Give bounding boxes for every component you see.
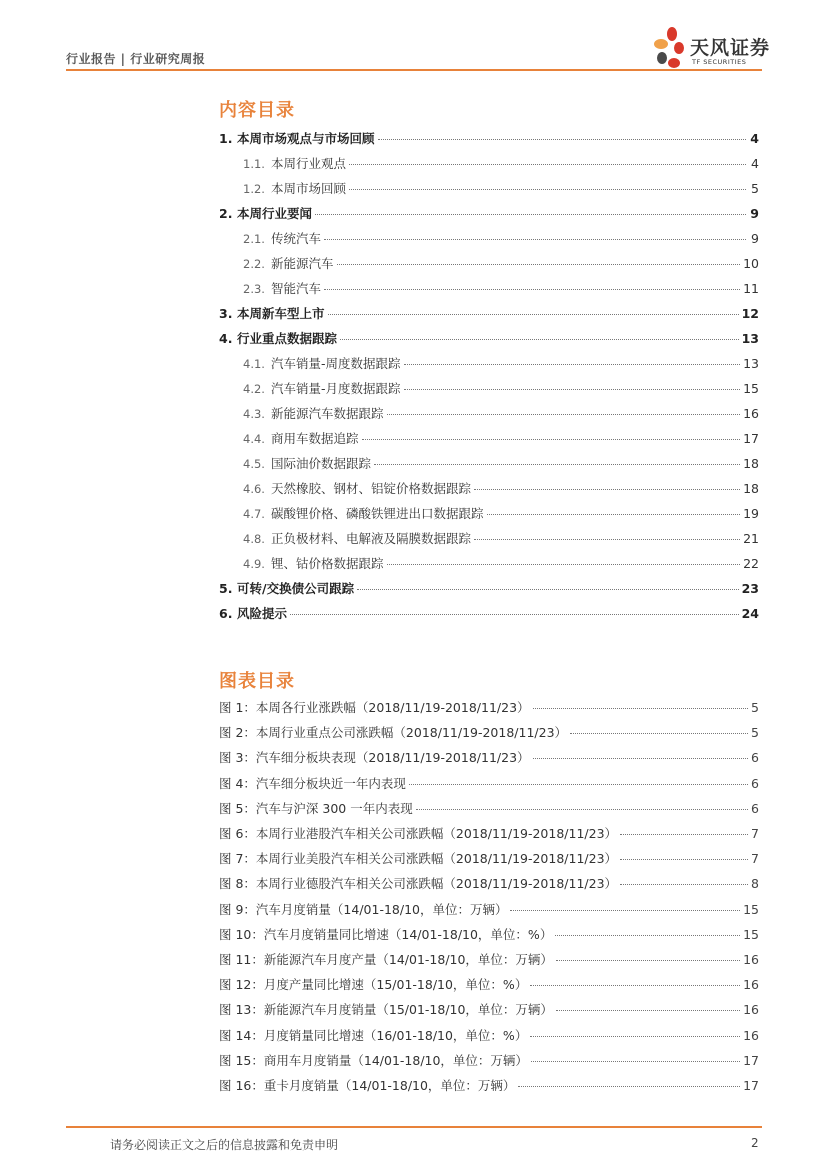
toc-entry-page: 4 [750,131,759,146]
toc-entry-page: 18 [743,456,759,471]
toc-entry-label: 本周新车型上市 [237,306,325,321]
toc-entry-label: 可转/交换债公司跟踪 [237,581,355,596]
petal-logo-icon [650,26,690,70]
header-divider [66,69,762,71]
figure-list-link[interactable] [219,849,759,869]
toc-section-link[interactable] [219,304,759,324]
figure-entry-page: 6 [751,750,759,765]
figure-entry-label: 图 15：商用车月度销量（14/01-18/10，单位：万辆） [219,1053,528,1068]
dot-leader [474,489,740,490]
figure-entry-page: 17 [743,1053,759,1068]
toc-entry-number: 4.6. [243,482,265,496]
company-logo [650,26,771,70]
figure-entry-page: 17 [743,1078,759,1093]
figure-entry-page: 6 [751,776,759,791]
toc-entry-label: 风险提示 [237,606,288,621]
figure-list-link[interactable] [219,1051,759,1071]
toc-entry-page: 15 [743,381,759,396]
dot-leader [510,910,740,911]
toc-subsection-link[interactable] [219,504,759,524]
toc-entry-label: 国际油价数据跟踪 [271,456,372,471]
toc-entry-page: 23 [741,581,759,596]
toc-entry-page: 22 [743,556,759,571]
toc-entry-number: 4.7. [243,507,265,521]
figure-list-link[interactable] [219,748,759,768]
toc-entry-number: 2. [219,206,233,221]
dot-leader [337,264,741,265]
toc-entry-number: 4.4. [243,432,265,446]
toc-entry-number: 4.3. [243,407,265,421]
toc-entry-number: 2.1. [243,232,265,246]
toc-subsection-link[interactable] [219,154,759,174]
toc-entry-page: 9 [751,231,759,246]
dot-leader [620,884,748,885]
toc-entry-number: 2.3. [243,282,265,296]
figure-list-link[interactable] [219,1076,759,1096]
figure-entry-page: 6 [751,801,759,816]
toc-entry-number: 6. [219,606,233,621]
figure-entry-label: 图 3：汽车细分板块表现（2018/11/19-2018/11/23） [219,750,530,765]
dot-leader [555,935,740,936]
toc-subsection-link[interactable] [219,179,759,199]
dot-leader [531,1061,740,1062]
dot-leader [556,1010,740,1011]
toc-entry-page: 5 [751,181,759,196]
figure-list-link[interactable] [219,874,759,894]
figure-entry-label: 图 14：月度销量同比增速（16/01-18/10，单位：%） [219,1028,528,1043]
toc-entry-page: 10 [743,256,759,271]
figure-list-link[interactable] [219,1000,759,1020]
figure-list-link[interactable] [219,723,759,743]
figure-list-link[interactable] [219,900,759,920]
toc-subsection-link[interactable] [219,229,759,249]
figure-list-link[interactable] [219,1026,759,1046]
toc-entry-number: 2.2. [243,257,265,271]
figure-list-link[interactable] [219,774,759,794]
logo-name: 天风证券 [690,37,771,59]
toc-entry-page: 11 [743,281,759,296]
toc-entry-page: 16 [743,406,759,421]
toc-entry-number: 4.1. [243,357,265,371]
figure-entry-label: 图 4：汽车细分板块近一年内表现 [219,776,406,791]
dot-leader [387,564,741,565]
figure-entry-page: 16 [743,1028,759,1043]
toc-entry-page: 19 [743,506,759,521]
dot-leader [324,289,740,290]
figure-entry-label: 图 11：新能源汽车月度产量（14/01-18/10，单位：万辆） [219,952,553,967]
figure-list-link[interactable] [219,698,759,718]
dot-leader [487,514,741,515]
figure-entry-page: 5 [751,725,759,740]
toc-entry-page: 24 [741,606,759,621]
toc-subsection-link[interactable] [219,279,759,299]
logo-subtitle: TF SECURITIES [692,58,747,66]
toc-entry-label: 本周市场观点与市场回顾 [237,131,375,146]
dot-leader [530,1036,740,1037]
toc-entry-page: 12 [741,306,759,321]
toc-entry-label: 新能源汽车数据跟踪 [271,406,384,421]
dot-leader [556,960,740,961]
figure-entry-page: 15 [743,902,759,917]
toc-entry-label: 本周市场回顾 [271,181,347,196]
page-number: 2 [751,1136,759,1150]
figure-list-link[interactable] [219,975,759,995]
toc-subsection-link[interactable] [219,454,759,474]
dot-leader [404,389,741,390]
dot-leader [324,239,746,240]
toc-entry-page: 13 [743,356,759,371]
figure-list-link[interactable] [219,824,759,844]
figure-entry-label: 图 2：本周行业重点公司涨跌幅（2018/11/19-2018/11/23） [219,725,568,740]
figure-entry-label: 图 7：本周行业美股汽车相关公司涨跌幅（2018/11/19-2018/11/23） [219,851,618,866]
toc-entry-label: 新能源汽车 [271,256,334,271]
toc-subsection-link[interactable] [219,354,759,374]
dot-leader [409,784,748,785]
dot-leader [533,758,749,759]
dot-leader [474,539,740,540]
toc-section-link[interactable] [219,579,759,599]
dot-leader [328,314,739,315]
figure-entry-page: 16 [743,977,759,992]
figures-title: 图表目录 [219,671,295,692]
dot-leader [374,464,740,465]
figure-entry-label: 图 9：汽车月度销量（14/01-18/10，单位：万辆） [219,902,508,917]
dot-leader [533,708,749,709]
figure-entry-label: 图 16：重卡月度销量（14/01-18/10，单位：万辆） [219,1078,516,1093]
toc-entry-page: 9 [750,206,759,221]
toc-subsection-link[interactable] [219,554,759,574]
figure-entry-label: 图 12：月度产量同比增速（15/01-18/10，单位：%） [219,977,528,992]
figure-entry-label: 图 13：新能源汽车月度销量（15/01-18/10，单位：万辆） [219,1002,553,1017]
toc-entry-number: 1.1. [243,157,265,171]
toc-entry-label: 传统汽车 [271,231,322,246]
dot-leader [518,1086,740,1087]
breadcrumb: 行业报告 | 行业研究周报 [66,52,206,66]
footer-divider [66,1126,762,1128]
toc-entry-page: 21 [743,531,759,546]
figure-entry-label: 图 10：汽车月度销量同比增速（14/01-18/10，单位：%） [219,927,553,942]
dot-leader [315,214,746,215]
footer-disclaimer: 请务必阅读正文之后的信息披露和免责申明 [110,1138,339,1152]
toc-entry-label: 汽车销量-月度数据跟踪 [271,381,401,396]
toc-entry-number: 4.5. [243,457,265,471]
figure-entry-page: 7 [751,851,759,866]
dot-leader [378,139,746,140]
toc-entry-page: 4 [751,156,759,171]
dot-leader [362,439,741,440]
figure-list-link[interactable] [219,925,759,945]
toc-entry-number: 4.9. [243,557,265,571]
toc-entry-label: 本周行业观点 [271,156,347,171]
toc-section-link[interactable] [219,204,759,224]
figure-entry-page: 8 [751,876,759,891]
toc-subsection-link[interactable] [219,379,759,399]
toc-subsection-link[interactable] [219,429,759,449]
toc-entry-number: 4.8. [243,532,265,546]
toc-section-link[interactable] [219,329,759,349]
dot-leader [570,733,748,734]
figure-entry-page: 5 [751,700,759,715]
toc-entry-label: 正负极材料、电解液及隔膜数据跟踪 [271,531,472,546]
figure-list-link[interactable] [219,799,759,819]
figure-entry-label: 图 5：汽车与沪深 300 一年内表现 [219,801,413,816]
dot-leader [416,809,748,810]
figure-entry-page: 7 [751,826,759,841]
figure-entry-page: 16 [743,952,759,967]
dot-leader [340,339,739,340]
toc-entry-label: 行业重点数据跟踪 [237,331,338,346]
toc-entry-label: 天然橡胶、钢材、铝锭价格数据跟踪 [271,481,472,496]
dot-leader [349,189,746,190]
dot-leader [530,985,740,986]
toc-entry-label: 本周行业要闻 [237,206,313,221]
dot-leader [620,859,748,860]
dot-leader [349,164,746,165]
toc-entry-label: 智能汽车 [271,281,322,296]
toc-title: 内容目录 [219,100,295,121]
toc-entry-label: 商用车数据追踪 [271,431,359,446]
dot-leader [620,834,748,835]
toc-entry-number: 4. [219,331,233,346]
toc-entry-number: 1.2. [243,182,265,196]
toc-subsection-link[interactable] [219,479,759,499]
toc-subsection-link[interactable] [219,254,759,274]
toc-entry-number: 1. [219,131,233,146]
toc-entry-label: 碳酸锂价格、磷酸铁锂进出口数据跟踪 [271,506,484,521]
toc-subsection-link[interactable] [219,529,759,549]
toc-entry-label: 汽车销量-周度数据跟踪 [271,356,401,371]
figure-entry-page: 15 [743,927,759,942]
toc-subsection-link[interactable] [219,404,759,424]
figure-entry-label: 图 1：本周各行业涨跌幅（2018/11/19-2018/11/23） [219,700,530,715]
figure-entry-page: 16 [743,1002,759,1017]
dot-leader [290,614,739,615]
toc-entry-number: 3. [219,306,233,321]
dot-leader [404,364,741,365]
toc-entry-page: 18 [743,481,759,496]
toc-entry-page: 13 [741,331,759,346]
toc-entry-page: 17 [743,431,759,446]
toc-entry-number: 5. [219,581,233,596]
dot-leader [387,414,741,415]
dot-leader [357,589,739,590]
figure-entry-label: 图 6：本周行业港股汽车相关公司涨跌幅（2018/11/19-2018/11/23） [219,826,618,841]
toc-section-link[interactable] [219,129,759,149]
toc-section-link[interactable] [219,604,759,624]
figure-entry-label: 图 8：本周行业德股汽车相关公司涨跌幅（2018/11/19-2018/11/23） [219,876,618,891]
toc-entry-label: 锂、钴价格数据跟踪 [271,556,384,571]
toc-entry-number: 4.2. [243,382,265,396]
figure-list-link[interactable] [219,950,759,970]
